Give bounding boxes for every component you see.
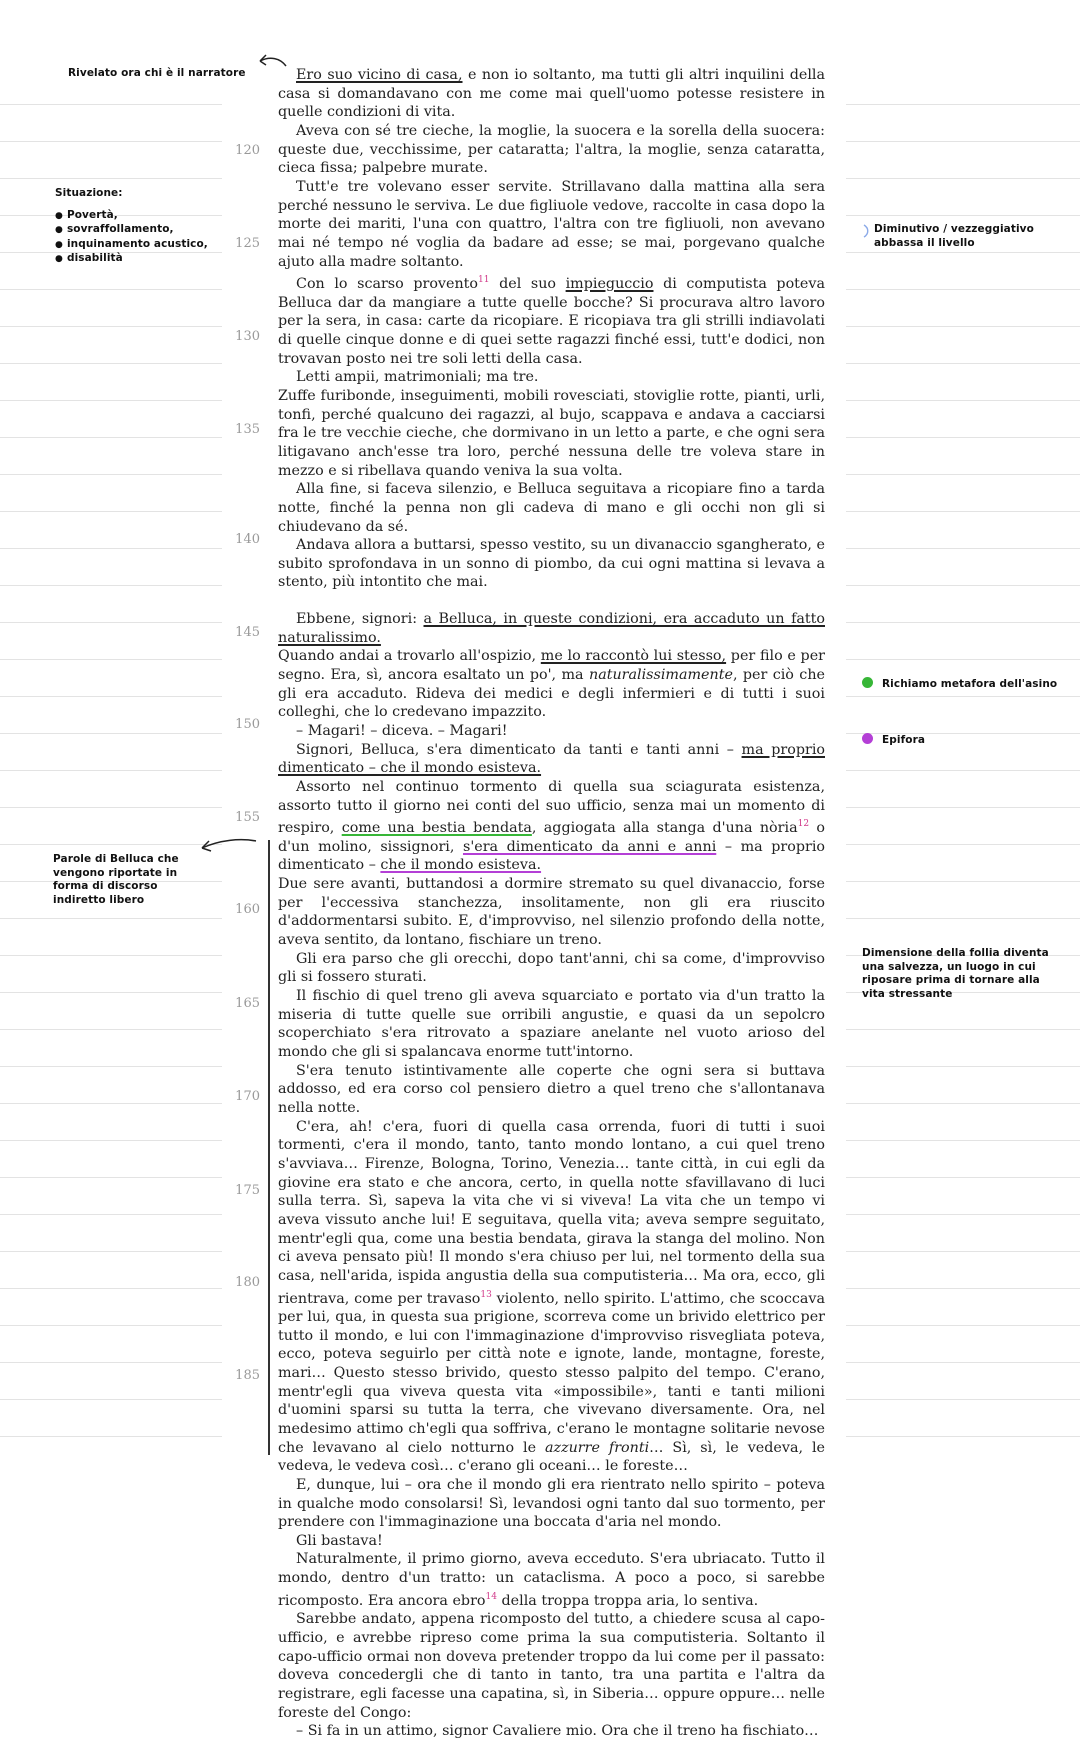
notebook-rule: [846, 141, 1080, 142]
green-dot-icon: [862, 677, 873, 688]
note-narratore: Rivelato ora chi è il narratore: [68, 67, 246, 79]
notebook-rule: [846, 585, 1080, 586]
notebook-rule: [846, 400, 1080, 401]
situazione-item: ● disabilità: [55, 252, 208, 267]
notebook-rule: [0, 1140, 222, 1141]
paragraph: Aveva con sé tre cieche, la moglie, la suocera e la sorella della suocera: queste due, vecchissime, per cataratta; l'altra, la moglie, senza cataratta, cieca fissa; palpebre murate.: [278, 122, 825, 177]
paragraph: Quando andai a trovarlo all'ospizio, me lo raccontò lui stesso, per filo e per segno. Era, sì, ancora esaltato un po', ma naturalissimamente, per ciò che gli era accaduto. Rideva dei medici e degli infermieri e di tutti i suoi colleghi, che lo credevano impazzito.: [278, 648, 825, 721]
paragraph: Due sere avanti, buttandosi a dormire stremato su quel divanaccio, forse per l'eccessiva stanchezza, insolitamente, non gli era riuscito d'addormentarsi subito. E, d'improvviso, nel silenzio profondo della notte, aveva sentito, da lontano, fischiare un treno.: [278, 876, 825, 949]
notebook-rule: [846, 178, 1080, 179]
paragraph: Zuffe furibonde, inseguimenti, mobili rovesciati, stoviglie rotte, pianti, urli, tonfi, perché qualcuno dei ragazzi, al bujo, scappava e andava a cacciarsi fra le tre vecchie cieche, che dormivano in un letto a parte, e che ogni sera litigavano anch'esse tra loro, perché nessuna delle tre voleva stare in mezzo e si ribellava quando veniva la sua volta.: [278, 387, 825, 479]
notebook-rule: [846, 437, 1080, 438]
note-diminutivo: Diminutivo / vezzeggiativo abbassa il livello: [862, 223, 1064, 250]
main-text: [278, 66, 825, 1741]
notebook-rule: [0, 326, 222, 327]
paragraph: – Si fa in un attimo, signor Cavaliere mio. Ora che il treno ha fischiato…: [296, 1723, 819, 1740]
arrow-icon: [196, 834, 260, 854]
underlined-phrase: Ero suo vicino di casa,: [296, 67, 463, 83]
underlined-phrase: ma proprio dimenticato – che il mondo esisteva.: [278, 741, 825, 777]
paragraph: Ebbene, signori: a Belluca, in queste condizioni, era accaduto un fatto naturalissimo.: [278, 611, 825, 646]
underlined-phrase: me lo raccontò lui stesso,: [540, 648, 727, 665]
notebook-rule: [846, 1214, 1080, 1215]
paragraph: Gli bastava!: [296, 1532, 383, 1549]
notebook-rule: [846, 363, 1080, 364]
notebook-rule: [846, 918, 1080, 919]
notebook-rule: [0, 770, 222, 771]
note-situazione-title: Situazione:: [55, 187, 123, 199]
notebook-rule: [0, 1436, 222, 1437]
note-indiretto-libero: Parole di Belluca che vengono riportate in forma di discorso indiretto libero: [53, 853, 179, 906]
paragraph: – Magari! – diceva. – Magari!: [296, 723, 508, 740]
green-underlined-phrase: come una bestia bendata: [341, 820, 532, 837]
purple-underlined-phrase: s'era dimenticato da anni e anni: [462, 838, 717, 855]
notebook-rule: [846, 1140, 1080, 1141]
situazione-list: [55, 209, 208, 267]
situazione-item: ● sovraffollamento,: [55, 223, 208, 238]
notebook-rule: [846, 696, 1080, 697]
indirect-speech-bar: [268, 840, 270, 1455]
paragraph: Tutt'e tre volevano esser servite. Strillavano dalla mattina alla sera perché nessuno le serviva. Le due figliuole vedove, raccolte in casa dopo la morte dei mariti, l'una con quattro, l'altra con tre figliuoli, non avevano mai né tempo né voglia da badare ad esse; se mai, porgevano qualche ajuto alla madre soltanto.: [278, 178, 825, 270]
line-number: 180: [235, 1275, 260, 1290]
notebook-rule: [0, 104, 222, 105]
notebook-rule: [0, 289, 222, 290]
notebook-rule: [846, 659, 1080, 660]
paragraph: Letti ampii, matrimoniali; ma tre.: [296, 369, 539, 386]
purple-dot-icon: [862, 733, 873, 744]
notebook-rule: [0, 1214, 222, 1215]
notebook-rule: [846, 1066, 1080, 1067]
notebook-rule: [0, 141, 222, 142]
bracket-icon: [862, 224, 870, 238]
note-situazione: [55, 187, 208, 267]
notebook-rule: [0, 992, 222, 993]
note-follia: Dimensione della follia diventa una salvezza, un luogo in cui riposare prima di tornare alla vita stressante: [862, 947, 1049, 1000]
notebook-rule: [0, 1399, 222, 1400]
notebook-rule: [846, 326, 1080, 327]
notebook-rule: [846, 844, 1080, 845]
notebook-rule: [0, 807, 222, 808]
notebook-rule: [846, 215, 1080, 216]
paragraph: Andava allora a buttarsi, spesso vestito, su un divanaccio sgangherato, e subito sprofondava in un sonno di piombo, da cui ogni mattina si levava a stento, più intontito che mai.: [278, 537, 825, 591]
line-number: 140: [235, 532, 260, 547]
notebook-rule: [846, 548, 1080, 549]
line-number: 135: [235, 422, 260, 437]
notebook-rule: [0, 178, 222, 179]
notebook-rule: [846, 1288, 1080, 1289]
notebook-rule: [0, 511, 222, 512]
underlined-word: impieguccio: [565, 275, 654, 292]
notebook-rule: [846, 1399, 1080, 1400]
notebook-rule: [0, 955, 222, 956]
paragraph: Il fischio di quel treno gli aveva squarciato e portato via d'un tratto la miseria di tutte quelle sue orribili angustie, e quasi da un sepolcro scoperchiato s'era ritrovato a spaziare anelante nel vuoto arioso del mondo che gli si spalancava enorme tutt'intorno.: [278, 988, 825, 1060]
line-number: 160: [235, 902, 260, 917]
notebook-rule: [0, 1029, 222, 1030]
notebook-rule: [0, 622, 222, 623]
line-number: 185: [235, 1368, 260, 1383]
paragraph: Alla fine, si faceva silenzio, e Belluca seguitava a ricopiare fino a tarda notte, finché la penna non gli cadeva di mano e gli occhi non gli si chiudevano da sé.: [278, 481, 825, 535]
notebook-rule: [0, 1362, 222, 1363]
note-epifora: Epifora: [862, 733, 925, 748]
notebook-rule: [0, 733, 222, 734]
notebook-rule: [846, 1029, 1080, 1030]
notebook-rule: [846, 1362, 1080, 1363]
paragraph: C'era, ah! c'era, fuori di quella casa orrenda, fuori di tutti i suoi tormenti, c'era il mondo, tanto, tanto mondo lontano, a cui quel treno s'avviava… Firenze, Bologna, Torino, Venezia… tante città, in cui egli da giovine era stato e che ancora, certo, in quella notte sfavillavano di luci sulla terra. Sì, sapeva la vita che vi si viveva! La vita che un tempo vi aveva vissuto anche lui! E seguitava, quella vita; aveva sempre seguitato, mentr'egli qua, come una bestia bendata, girava la stanga del molino. Non ci aveva pensato più! Il mondo s'era chiuso per lui, nel tormento della sua casa, nell'arida, ispida angustia della sua computisteria… Ma ora, ecco, gli rientrava, come per travaso$^{13}$ violento, nello spirito. L'attimo, che scoccava per lui, qua, in questa sua prigione, scorreva come un brivido elettrico per tutto il mondo, e lui con l'immaginazione d'improvviso risvegliata poteva, ecco, poteva seguirlo per città note e ignote, lande, montagne, foreste, mari… Questo stesso brivido, questo stesso palpito del tempo. C'erano, mentr'egli qua viveva questa vita «impossibile», tanti e tanti milioni d'uomini sparsi su tutta la terra, che vivevano diversamente. Ora, nel medesimo attimo ch'egli qua soffriva, c'erano le montagne solitarie nevose che levavano al cielo notturno le azzurre fronti… Sì, sì, le vedeva, le vedeva, le vedeva così… c'erano gli oceani… le foreste…: [278, 1118, 826, 1475]
notebook-rule: [0, 1066, 222, 1067]
note-asino: Richiamo metafora dell'asino: [862, 677, 1057, 692]
line-number: 165: [235, 996, 260, 1011]
paragraph: Gli era parso che gli orecchi, dopo tant'anni, chi sa come, d'improvviso gli si fossero sturati.: [278, 950, 825, 986]
notebook-rule: [0, 400, 222, 401]
paragraph: Con lo scarso provento$^{11}$ del suo impieguccio di computista poteva Belluca dar da mangiare a tutte quelle bocche? Si procurava altro lavoro per la sera, in casa: carte da ricopiare. E ricopiava tra gli strilli indiavolati di quelle cinque donne e di quei sette ragazzi finché essi, tutt'e dodici, non trovavan posto nei tre soli letti della casa.: [278, 275, 825, 367]
notebook-rule: [0, 918, 222, 919]
paragraph: E, dunque, lui – ora che il mondo gli era rientrato nello spirito – poteva in qualche modo consolarsi! Sì, levandosi ogni tanto dal suo tormento, per prendere con l'immaginazione una boccata d'aria nel mondo.: [278, 1476, 825, 1531]
situazione-item: ● Povertà,: [55, 209, 208, 224]
notebook-rule: [846, 104, 1080, 105]
notebook-rule: [846, 1103, 1080, 1104]
line-number: 155: [235, 810, 260, 825]
notebook-rule: [0, 1103, 222, 1104]
notebook-rule: [0, 474, 222, 475]
line-number: 170: [235, 1089, 260, 1104]
notebook-rule: [846, 511, 1080, 512]
line-number: 175: [235, 1183, 260, 1198]
notebook-rule: [0, 1325, 222, 1326]
notebook-rule: [846, 474, 1080, 475]
notebook-rule: [0, 548, 222, 549]
line-number: 130: [235, 329, 260, 344]
notebook-rule: [0, 844, 222, 845]
paragraph: Ero suo vicino di casa, e non io soltanto, ma tutti gli altri inquilini della casa si domandavano con me come mai quell'uomo potesse resistere in quelle condizioni di vita.: [278, 67, 826, 121]
notebook-rule: [846, 1325, 1080, 1326]
notebook-rule: [846, 770, 1080, 771]
paragraph: Sarebbe andato, appena ricomposto del tutto, a chiedere scusa al capo-ufficio, e avrebbe ripreso come prima la sua computisteria. Soltanto il capo-ufficio ormai non doveva pretender troppo da lui come per il passato: doveva concedergli che di tanto in tanto, tra una partita e l'altra da registrare, egli facesse una capatina, sì, in Siberia… oppure oppure… nelle foreste del Congo:: [278, 1611, 825, 1721]
notebook-rule: [846, 1436, 1080, 1437]
notebook-rule: [0, 1288, 222, 1289]
notebook-rule: [846, 1251, 1080, 1252]
notebook-rule: [0, 659, 222, 660]
notebook-rule: [0, 363, 222, 364]
purple-underlined-phrase: che il mondo esisteva.: [380, 857, 542, 874]
line-number: 120: [235, 143, 260, 158]
notebook-rule: [0, 1177, 222, 1178]
notebook-rule: [846, 807, 1080, 808]
notebook-rule: [846, 252, 1080, 253]
paragraph: Assorto nel continuo tormento di quella sua sciagurata esistenza, assorto tutto il giorno nei conti del suo ufficio, senza mai un momento di respiro, come una bestia bendata, aggiogata alla stanga d'una nòria$^{12}$ o d'un molino, sissignori, s'era dimenticato da anni e anni – ma proprio dimenticato – che il mondo esisteva.: [278, 779, 826, 874]
notebook-rule: [0, 1251, 222, 1252]
line-number: 150: [235, 717, 260, 732]
notebook-rule: [846, 1177, 1080, 1178]
notebook-rule: [846, 881, 1080, 882]
line-number: 125: [235, 236, 260, 251]
line-number: 145: [235, 625, 260, 640]
notebook-rule: [846, 289, 1080, 290]
paragraph: S'era tenuto istintivamente alle coperte che ogni sera si buttava addosso, ed era corso col pensiero dietro a quel treno che s'allontanava nella notte.: [278, 1062, 825, 1116]
paragraph: Signori, Belluca, s'era dimenticato da tanti e tanti anni – ma proprio dimenticato – che il mondo esisteva.: [278, 741, 825, 777]
notebook-rule: [846, 622, 1080, 623]
notebook-rule: [0, 585, 222, 586]
notebook-rule: [0, 696, 222, 697]
notebook-rule: [0, 437, 222, 438]
situazione-item: ● inquinamento acustico,: [55, 238, 208, 253]
underlined-phrase: a Belluca, in queste condizioni, era accaduto un fatto naturalissimo.: [278, 611, 825, 646]
paragraph: Naturalmente, il primo giorno, aveva ecceduto. S'era ubriacato. Tutto il mondo, dentro d'un tratto: un cataclisma. A poco a poco, si sarebbe ricomposto. Era ancora ebro$^{14}$ della troppa troppa aria, lo sentiva.: [278, 1551, 825, 1609]
